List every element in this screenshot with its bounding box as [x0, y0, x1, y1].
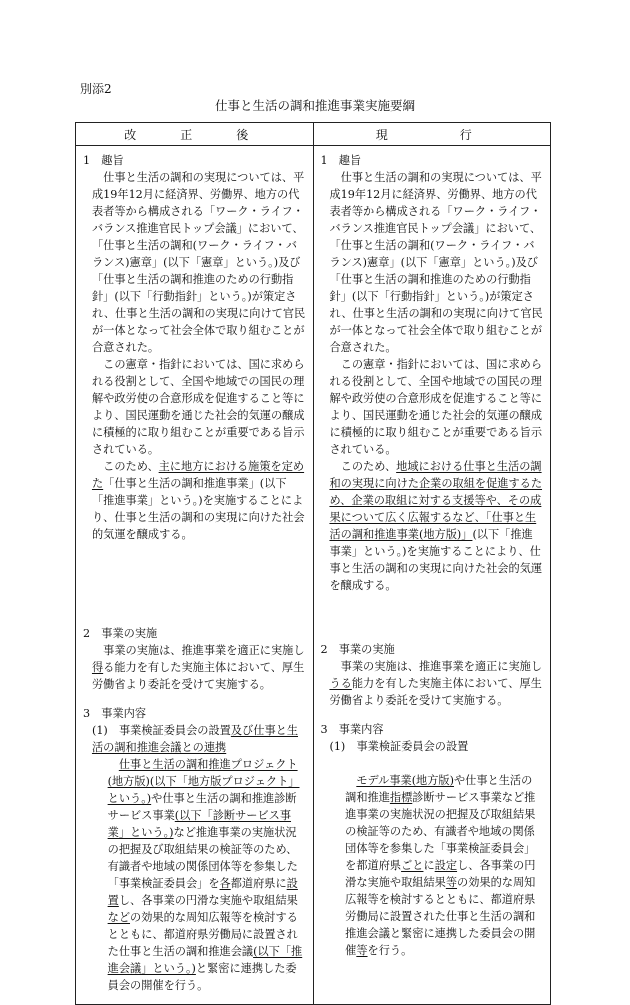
current-section-1-heading: 1 趣旨: [320, 154, 362, 167]
revised-section-2-paragraph: 事業の実施は、推進事業を適正に実施し得る能力を有した実施主体において、厚生労働省より委託を受けて実施する。: [91, 644, 305, 691]
column-revised: [76, 146, 314, 1005]
revised-section-1-paragraph-3: このため、主に地方における施策を定めた「仕事と生活の調和推進事業」(以下「推進事業」という。)を実施することにより、仕事と生活の調和の実現に向けた社会的気運を醸成する。: [91, 460, 305, 541]
revised-amendment-text: 得: [91, 661, 104, 674]
current-amendment-text: 地域における仕事と生活の調和の実現に向けた企業の取組を促進するため、企業の取組に対する支援等や、その成果について広く広報するなど、「仕事と生活の調和推進事業(地方版)」: [329, 460, 543, 541]
revised-section-1-paragraph-2: この憲章・指針においては、国に求められる役割として、全国や地域での国民の理解や政労使の合意形成を促進すること等により、国民運動を通じた社会的気運の醸成に積極的に取り組むことが重要である旨示されている。: [91, 358, 305, 456]
current-section-2-paragraph: 事業の実施は、推進事業を適正に実施しうる能力を有した実施主体において、厚生労働省より委託を受けて実施する。: [329, 660, 543, 707]
revised-subsection-1-paragraph: 仕事と生活の調和推進プロジェクト(地方版)(以下「地方版プロジェクト」という。)や仕事と生活の調和推進診断サービス事業(以下「診断サービス事業」という。)など推進事業の実施状況の把握及び取組結果の検証等のため、有識者や地域の関係団体等を参集した「事業検証委員会」を各都道府県に設置し、各事業の円滑な実施や取組結果などの効果的な周知広報等を検討するとともに、都道府県労働局に設置された仕事と生活の調和推進会議(以下「推進会議」という。)と緊密に連携した委員会の開催を行う。: [107, 758, 303, 992]
revised-amendment-text: 主に地方における施策を定めた: [91, 460, 305, 490]
current-section-1-paragraph-1: 仕事と生活の調和の実現については、平成19年12月に経済界、労働界、地方の代表者等から構成される「ワーク・ライフ・バランス推進官民トップ会議」において、「仕事と生活の調和(ワーク・ライフ・バランス)憲章」(以下「憲章」という。)及び「仕事と生活の調和推進のための行動指針」(以下「行動指針」という。)が策定され、仕事と生活の調和の実現に向けて官民が一体となって社会全体で取り組むことが合意された。: [329, 171, 543, 354]
revised-subsection-1-heading: (1) 事業検証委員会の設置及び仕事と生活の調和推進会議との連携: [91, 724, 299, 754]
revised-section-1-paragraph-1: 仕事と生活の調和の実現については、平成19年12月に経済界、労働界、地方の代表者等から構成される「ワーク・ライフ・バランス推進官民トップ会議」において、「仕事と生活の調和(ワーク・ライフ・バランス)憲章」(以下「憲章」という。)及び「仕事と生活の調和推進のための行動指針」(以下「行動指針」という。)が策定され、仕事と生活の調和の実現に向けて官民が一体となって社会全体で取り組むことが合意された。: [91, 171, 306, 354]
document-title: 仕事と生活の調和推進事業実施要綱: [214, 98, 415, 113]
header-current: 現 行: [313, 123, 551, 146]
revised-amendment-text: 及び仕事と生活の調和推進会議との連携: [91, 724, 299, 754]
revised-section-1-heading: 1 趣旨: [83, 154, 124, 167]
current-amendment-text: うる: [329, 677, 352, 690]
current-section-2-heading: 2 事業の実施: [320, 643, 395, 656]
current-section-3-heading: 3 事業内容: [320, 723, 384, 736]
column-current: [313, 146, 551, 1005]
current-section-1-paragraph-2: この憲章・指針においては、国に求められる役割として、全国や地域での国民の理解や政労使の合意形成を促進すること等により、国民運動を通じた社会的気運の醸成に積極的に取り組むことが重要である旨示されている。: [329, 358, 543, 456]
current-subsection-1-paragraph: モデル事業(地方版)や仕事と生活の調和推進指標診断サービス事業など推進事業の実施状況の把握及び取組結果の検証等のため、有識者や地域の関係団体等を参集した「事業検証委員会」を都道府県ごとに設定し、各事業の円滑な実施や取組結果等の効果的な周知広報等を検討するとともに、都道府県労働局に設置された仕事と生活の調和推進会議と緊密に連携した委員会の開催等を行う。: [345, 774, 536, 957]
revised-section-3-heading: 3 事業内容: [83, 707, 147, 720]
header-revised: 改 正 後: [76, 123, 314, 146]
current-section-1-paragraph-3: このため、地域における仕事と生活の調和の実現に向けた企業の取組を促進するため、企業の取組に対する支援等や、その成果について広く広報するなど、「仕事と生活の調和推進事業(地方版)」(以下「推進事業」という。)を実施することにより、仕事と生活の調和の実現に向けた社会的気運を醸成する。: [329, 460, 543, 592]
revised-section-2-heading: 2 事業の実施: [83, 627, 158, 640]
current-subsection-1-heading: (1) 事業検証委員会の設置: [329, 740, 469, 753]
comparison-table: [75, 122, 551, 1005]
attachment-label: 別添2: [80, 82, 112, 96]
